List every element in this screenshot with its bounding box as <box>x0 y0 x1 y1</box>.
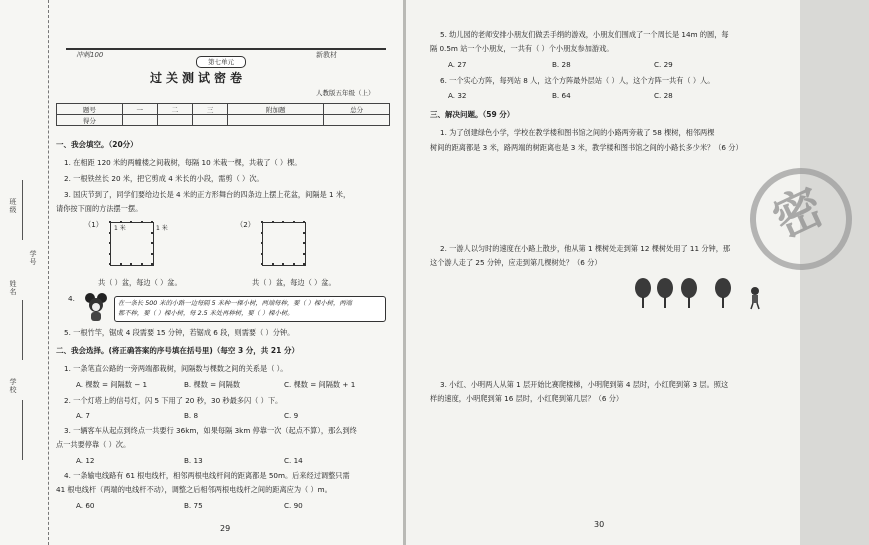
option-a[interactable]: A. 60 <box>76 501 95 510</box>
answer-line: 共（ ）盆，每边（ ）盆。 <box>98 278 182 287</box>
question-text: 5. 一根竹竿，锯成 4 段需要 15 分钟，若锯成 6 段，则需要（ ）分钟。 <box>64 328 295 337</box>
flower-pot-mark <box>120 263 122 265</box>
table-row <box>57 104 390 115</box>
page-title: 过关测试密卷 <box>150 71 247 85</box>
section-title: 三、解决问题。（59 分） <box>430 110 515 119</box>
flower-pot-mark <box>261 221 263 223</box>
table-cell: 题号 <box>57 104 123 115</box>
edition-badge: 新教材 <box>316 51 337 59</box>
option-c[interactable]: C. 28 <box>654 91 673 100</box>
question-text: 4. 一条输电线路有 61 根电线杆，相邻两根电线杆间的距离都是 50m。后来经过调整只需 <box>64 471 350 480</box>
flower-pot-mark <box>303 263 305 265</box>
dimension-label: 1 米 <box>156 225 168 232</box>
option-b[interactable]: B. 64 <box>552 91 571 100</box>
flower-pot-mark <box>282 263 284 265</box>
flower-pot-mark <box>109 232 111 234</box>
square-diagram <box>262 222 306 266</box>
option-a[interactable]: A. 棵数 = 间隔数 − 1 <box>76 380 148 389</box>
table-cell[interactable] <box>324 115 390 126</box>
binding-label-number: 学号 <box>29 250 37 266</box>
question-text: 1. 为了创建绿色小学，学校在教学楼和图书馆之间的小路两旁栽了 58 棵树，相邻两棵 <box>440 128 715 137</box>
option-a[interactable]: A. 12 <box>76 456 95 465</box>
flower-pot-mark <box>130 263 132 265</box>
edition-label: 人教版五年级（上） <box>316 89 375 97</box>
option-c[interactable]: C. 棵数 = 间隔数 + 1 <box>284 380 356 389</box>
option-a[interactable]: A. 32 <box>448 91 467 100</box>
answer-line: 共（ ）盆，每边（ ）盆。 <box>252 278 336 287</box>
tree-icon <box>656 278 674 308</box>
table-cell[interactable] <box>157 115 192 126</box>
question-text: 3. 国庆节到了，同学们要给边长是 4 米的正方形舞台的四条边上摆上花盆，间隔是 1 米， <box>64 190 351 199</box>
table-cell: 二 <box>157 104 192 115</box>
question-text: 树间的距离都是 3 米，路两端的树距离也是 3 米，教学楼和图书馆之间的小路长多少米？（6 分） <box>430 143 743 152</box>
question-text: 隔 0.5m 站一个小朋友，一共有（ ）个小朋友参加游戏。 <box>430 44 614 53</box>
flower-pot-mark <box>272 221 274 223</box>
option-a[interactable]: A. 27 <box>448 60 467 69</box>
tree-icon <box>634 278 652 308</box>
dimension-label: 1 米 <box>114 225 126 232</box>
flower-pot-mark <box>151 221 153 223</box>
walking-person-icon <box>748 286 762 310</box>
binding-label-name: 姓名 <box>9 280 17 296</box>
flower-pot-mark <box>261 232 263 234</box>
page-number: 29 <box>220 524 231 533</box>
question-text: 2. 一根铁丝长 20 米，把它剪成 4 米长的小段，需剪（ ）次。 <box>64 174 264 183</box>
unit-label: 第七单元 <box>196 56 246 68</box>
section-title: 二、我会选择。(将正确答案的序号填在括号里)（每空 3 分，共 21 分） <box>56 346 299 355</box>
left-page <box>0 0 403 545</box>
question-text: 41 根电线杆（两端的电线杆不动），调整之后相邻两根电线杆之间的距离应为（ ）m。 <box>56 485 332 494</box>
flower-pot-mark <box>151 232 153 234</box>
confidential-stamp: 密 <box>733 151 869 287</box>
question-text: 这个游人走了 25 分钟，应走到第几棵树处？（6 分） <box>430 258 602 267</box>
flower-pot-mark <box>293 263 295 265</box>
question-text: 3. 一辆客车从起点到终点一共要行 36km，如果每隔 3km 停靠一次（起点不算），那么到终 <box>64 426 357 435</box>
flower-pot-mark <box>109 221 111 223</box>
flower-pot-mark <box>303 242 305 244</box>
flower-pot-mark <box>303 253 305 255</box>
question-text: 请你按下面的方法摆一摆。 <box>56 204 143 213</box>
bubble-text: 在一条长 500 米的小路一边每隔 5 米种一棵小树，两端每种，要（ ）棵小树，两端 <box>118 300 352 307</box>
question-text: 6. 一个实心方阵，每列站 8 人，这个方阵最外层站（ ）人，这个方阵一共有（ ）人。 <box>440 76 715 85</box>
question-text: 2. 一游人以匀时的速度在小路上散步，他从第 1 棵树处走到第 12 棵树处用了 11 分钟，那 <box>440 244 731 253</box>
question-text: 1. 在相距 120 米的两幢楼之间栽树，每隔 10 米栽一棵，共栽了（ ）棵。 <box>64 158 302 167</box>
binding-line <box>22 400 23 460</box>
section-title: 一、我会填空。（20分） <box>56 140 138 149</box>
flower-pot-mark <box>151 253 153 255</box>
option-b[interactable]: B. 75 <box>184 501 203 510</box>
binding-label-class: 班级 <box>9 198 17 214</box>
option-c[interactable]: C. 29 <box>654 60 673 69</box>
binding-label-school: 学校 <box>9 378 17 394</box>
question-text: 1. 一条笔直公路的一旁两端都栽树，间隔数与棵数之间的关系是（ ）。 <box>64 364 288 373</box>
question-text: 点一共要停靠（ ）次。 <box>56 440 131 449</box>
table-cell: 总分 <box>324 104 390 115</box>
table-row <box>57 115 390 126</box>
flower-pot-mark <box>151 263 153 265</box>
flower-pot-mark <box>141 221 143 223</box>
question-text: 2. 一个灯塔上的信号灯，闪 5 下用了 20 秒，30 秒最多闪（ ）下。 <box>64 396 283 405</box>
flower-pot-mark <box>261 263 263 265</box>
flower-pot-mark <box>272 263 274 265</box>
bubble-text: 都不种，要（ ）棵小树，每 2.5 米处再种树，要（ ）棵小树。 <box>118 310 294 317</box>
question-text: 5. 幼儿园的老师安排小朋友们做丢手绢的游戏，小朋友们围成了一个周长是 14m 的圆，每 <box>440 30 729 39</box>
tree-icon <box>714 278 732 308</box>
score-table <box>56 103 390 126</box>
flower-pot-mark <box>109 253 111 255</box>
option-b[interactable]: B. 28 <box>552 60 571 69</box>
flower-pot-mark <box>261 253 263 255</box>
option-a[interactable]: A. 7 <box>76 411 90 420</box>
binding-line <box>22 300 23 360</box>
question-text: 3. 小红、小明两人从第 1 层开始比赛爬楼梯，小明爬到第 4 层时，小红爬到第 3 层。照这 <box>440 380 729 389</box>
flower-pot-mark <box>303 221 305 223</box>
flower-pot-mark <box>120 221 122 223</box>
flower-pot-mark <box>261 242 263 244</box>
flower-pot-mark <box>303 232 305 234</box>
flower-pot-mark <box>130 221 132 223</box>
table-cell[interactable] <box>122 115 157 126</box>
table-cell[interactable] <box>228 115 324 126</box>
question-text: 样的速度，小明爬到第 16 层时，小红爬到第几层？（6 分） <box>430 394 624 403</box>
table-cell[interactable] <box>193 115 228 126</box>
option-b[interactable]: B. 棵数 = 间隔数 <box>184 380 241 389</box>
flower-pot-mark <box>141 263 143 265</box>
binding-margin <box>0 0 49 545</box>
tree-icon <box>680 278 698 308</box>
flower-pot-mark <box>151 242 153 244</box>
table-cell: 一 <box>122 104 157 115</box>
flower-pot-mark <box>109 263 111 265</box>
option-c[interactable]: C. 90 <box>284 501 303 510</box>
option-b[interactable]: B. 13 <box>184 456 203 465</box>
option-b[interactable]: B. 8 <box>184 411 199 420</box>
option-c[interactable]: C. 14 <box>284 456 303 465</box>
flower-pot-mark <box>282 221 284 223</box>
page-number: 30 <box>594 520 605 529</box>
flower-pot-mark <box>109 242 111 244</box>
table-cell: 三 <box>193 104 228 115</box>
figure-number: （1） <box>84 220 103 229</box>
brand-logo: 冲刺100 <box>76 51 104 59</box>
binding-line <box>22 180 23 240</box>
table-cell: 得分 <box>57 115 123 126</box>
question-number: 4. <box>68 294 75 303</box>
flower-pot-mark <box>293 221 295 223</box>
figure-number: （2） <box>236 220 255 229</box>
cartoon-mouse-icon <box>82 292 110 324</box>
table-cell: 附加题 <box>228 104 324 115</box>
option-c[interactable]: C. 9 <box>284 411 299 420</box>
